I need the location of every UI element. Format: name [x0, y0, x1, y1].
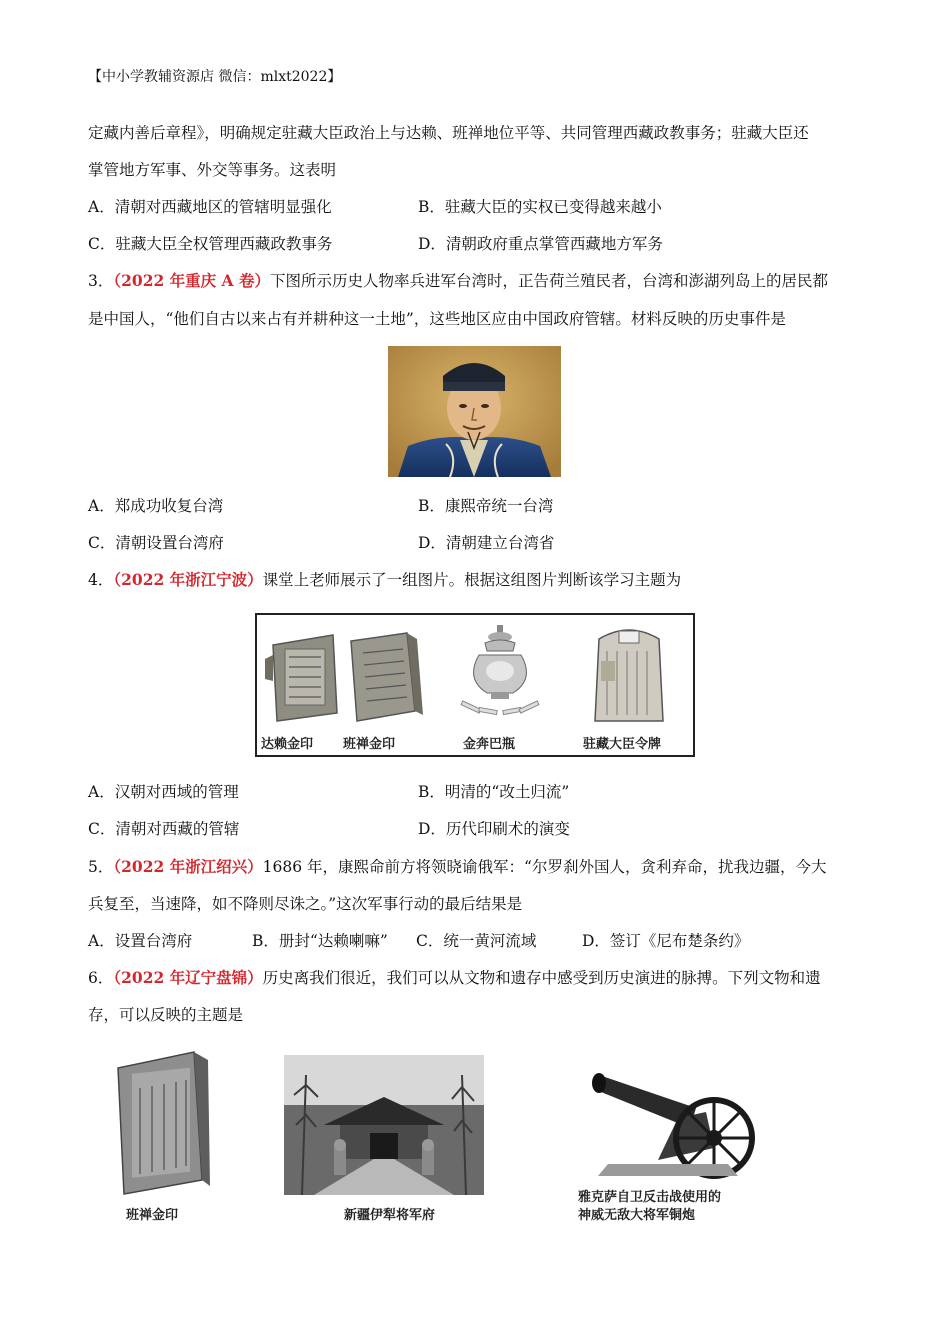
- portrait-image: [388, 346, 561, 477]
- q4-option-b: B．明清的“改土归流”: [418, 783, 570, 801]
- q3-option-b: B．康熙帝统一台湾: [418, 497, 554, 515]
- q2-option-c: C．驻藏大臣全权管理西藏政教事务: [88, 235, 333, 253]
- ili-general-mansion-photo: [284, 1055, 484, 1195]
- golden-urn-icon: [461, 625, 539, 715]
- q5-line-1: [88, 856, 826, 878]
- q3-source: （2022 年重庆 A 卷）: [113, 271, 270, 290]
- page-header: 【中小学教辅资源店 微信：mlxt2022】: [88, 69, 342, 85]
- q5-source: （2022 年浙江绍兴）: [113, 857, 263, 876]
- q3-option-a: A．郑成功收复台湾: [88, 497, 224, 515]
- q4-line-1: [88, 569, 681, 591]
- panchen-gold-seal-photo: [110, 1048, 210, 1198]
- q2-option-b: B．驻藏大臣的实权已变得越来越小: [418, 198, 662, 216]
- q3-line-2: 是中国人，“他们自古以来占有并耕种这一土地”，这些地区应由中国政府管辖。材料反映的历史事件是: [88, 310, 786, 328]
- caption-cannon-line-2: 神威无敌大将军铜炮: [578, 1208, 696, 1223]
- q4-option-a: A．汉朝对西域的管理: [88, 783, 239, 801]
- caption-ili-mansion: 新疆伊犁将军府: [344, 1208, 436, 1223]
- q3-line-1: [88, 270, 828, 292]
- q4-source: （2022 年浙江宁波）: [113, 570, 263, 589]
- panchen-seal-icon: [351, 633, 423, 721]
- q3-text: 下图所示历史人物率兵进军台湾时，正告荷兰殖民者，台湾和澎湖列岛上的居民都: [269, 272, 828, 290]
- q6-text: 历史离我们很近，我们可以从文物和遗存中感受到历史演进的脉搏。下列文物和遗: [262, 969, 821, 987]
- q4-artifacts-illustration: [265, 621, 685, 727]
- q3-number: 3．: [88, 272, 114, 290]
- amban-token-icon: [595, 630, 663, 721]
- q4-text: 课堂上老师展示了一组图片。根据这组图片判断该学习主题为: [262, 571, 682, 589]
- q6-number: 6．: [88, 969, 114, 987]
- q2-option-a: A．清朝对西藏地区的管辖明显强化: [88, 198, 332, 216]
- q5-option-b: B．册封“达赖喇嘛”: [252, 932, 388, 950]
- q2-line-2: 掌管地方军事、外交等事务。这表明: [88, 161, 337, 179]
- q2-option-d: D．清朝政府重点掌管西藏地方军务: [418, 235, 663, 253]
- q4-picture-frame: [255, 613, 695, 757]
- caption-cannon-line-1: 雅克萨自卫反击战使用的: [578, 1190, 722, 1205]
- q5-number: 5．: [88, 858, 114, 876]
- q5-option-d: D．签订《尼布楚条约》: [582, 932, 750, 950]
- q5-option-c: C．统一黄河流域: [416, 932, 537, 950]
- q6-line-2: 存，可以反映的主题是: [88, 1006, 244, 1024]
- q5-option-a: A．设置台湾府: [88, 932, 193, 950]
- q3-option-c: C．清朝设置台湾府: [88, 534, 224, 552]
- caption-panchen-seal: 班禅金印: [343, 737, 396, 752]
- caption-dalai-seal: 达赖金印: [261, 737, 314, 752]
- caption-amban-token: 驻藏大臣令牌: [583, 737, 662, 752]
- q5-line-2: 兵复至，当速降，如不降则尽诛之。”这次军事行动的最后结果是: [88, 895, 523, 913]
- caption-panchen-gold-seal: 班禅金印: [126, 1208, 179, 1223]
- q6-source: （2022 年辽宁盘锦）: [113, 968, 263, 987]
- q2-line-1: 定藏内善后章程》，明确规定驻藏大臣政治上与达赖、班禅地位平等、共同管理西藏政教事务；驻藏大臣还: [88, 124, 809, 142]
- bronze-cannon-photo: [588, 1052, 758, 1180]
- q4-option-d: D．历代印刷术的演变: [418, 820, 570, 838]
- q4-number: 4．: [88, 571, 114, 589]
- q5-text: 1686 年，康熙命前方将领晓谕俄军：“尔罗刹外国人，贪利弃命，扰我边疆，今大: [262, 858, 827, 876]
- q6-line-1: [88, 967, 821, 989]
- q4-option-c: C．清朝对西藏的管辖: [88, 820, 240, 838]
- caption-golden-urn: 金奔巴瓶: [463, 737, 516, 752]
- dalai-seal-icon: [265, 635, 337, 721]
- q3-option-d: D．清朝建立台湾省: [418, 534, 555, 552]
